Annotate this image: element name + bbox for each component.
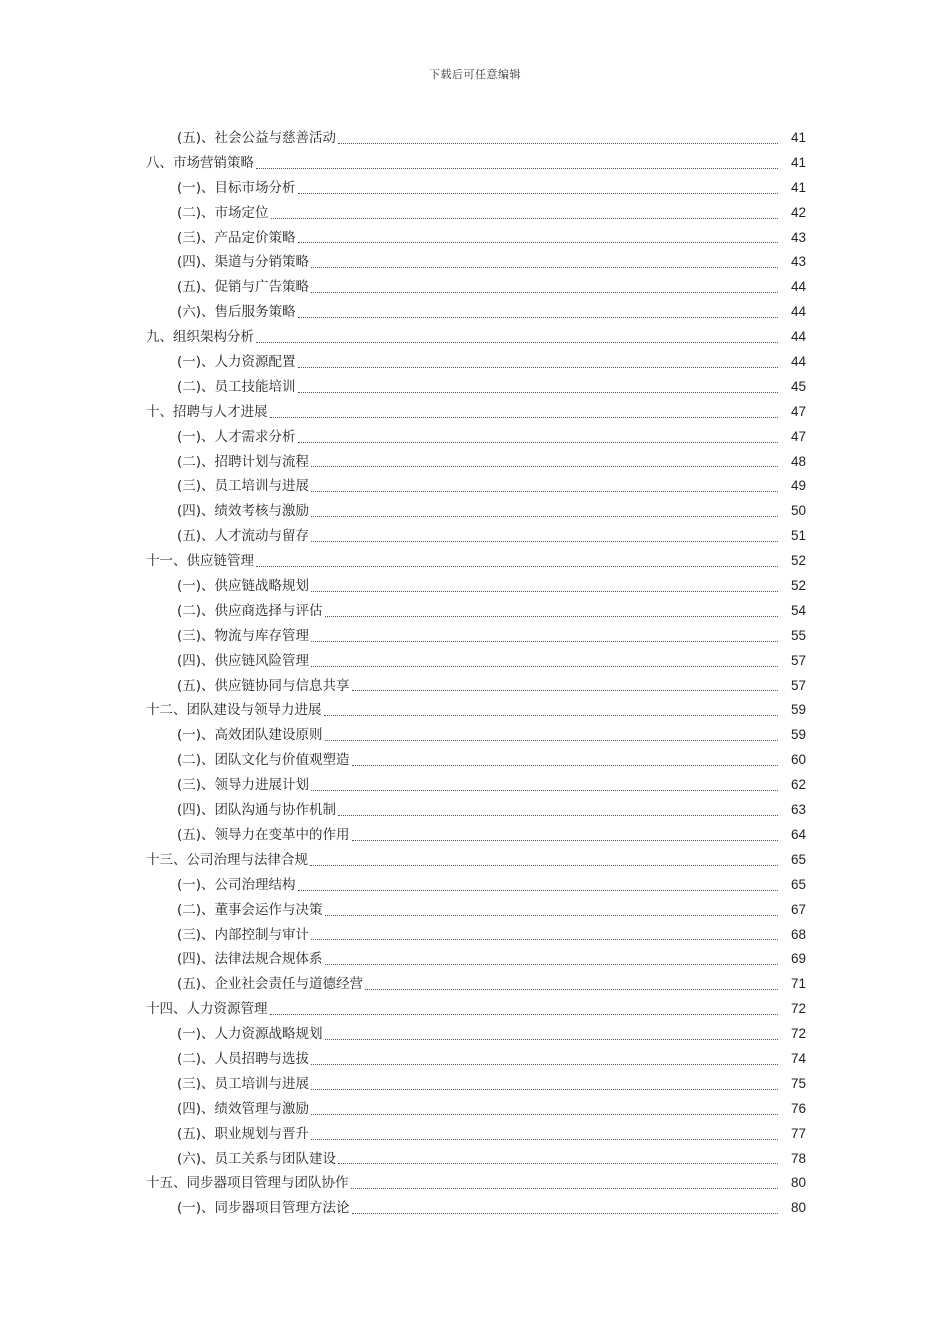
toc-entry-page-number: 64 [790,826,806,842]
toc-entry-page-number: 51 [790,528,806,544]
toc-section-entry[interactable] [0,499,950,524]
toc-entry-page-number: 52 [790,578,806,594]
toc-entry-label: (五)、企业社会责任与道德经营 [177,976,364,993]
toc-section-entry[interactable] [0,723,950,748]
toc-entry-label: (二)、市场定位 [177,204,269,221]
toc-section-entry[interactable] [0,599,950,624]
toc-dot-leader [309,773,780,798]
toc-section-entry[interactable] [0,748,950,773]
toc-entry-label: (四)、绩效考核与激励 [177,503,310,520]
toc-dot-leader [309,1047,780,1072]
toc-entry-page-number: 74 [790,1050,806,1066]
toc-entry-label: (一)、高效团队建设原则 [177,727,323,744]
toc-section-entry[interactable] [0,1097,950,1122]
toc-section-entry[interactable] [0,176,950,201]
toc-entry-page-number: 72 [790,1001,806,1017]
toc-entry-page-number: 42 [790,204,806,220]
toc-dot-leader [350,1196,780,1221]
toc-entry-page-number: 52 [790,553,806,569]
toc-chapter-entry[interactable] [0,997,950,1022]
toc-entry-label: (四)、法律法规合规体系 [177,951,323,968]
toc-dot-leader [296,300,780,325]
toc-dot-leader [350,823,780,848]
toc-section-entry[interactable] [0,773,950,798]
toc-dot-leader [309,1122,780,1147]
toc-section-entry[interactable] [0,923,950,948]
toc-entry-label: 十一、供应链管理 [146,553,254,570]
toc-entry-page-number: 80 [790,1175,806,1191]
toc-entry-page-number: 45 [790,378,806,394]
toc-entry-label: (四)、渠道与分销策略 [177,254,310,271]
toc-dot-leader [309,524,780,549]
toc-section-entry[interactable] [0,275,950,300]
toc-dot-leader [350,748,780,773]
toc-dot-leader [363,972,780,997]
toc-entry-label: (三)、领导力进展计划 [177,777,310,794]
toc-dot-leader [309,1072,780,1097]
toc-chapter-entry[interactable] [0,549,950,574]
toc-dot-leader [349,1171,781,1196]
toc-chapter-entry[interactable] [0,400,950,425]
toc-section-entry[interactable] [0,450,950,475]
toc-chapter-entry[interactable] [0,325,950,350]
toc-dot-leader [254,549,780,574]
toc-entry-page-number: 43 [790,254,806,270]
toc-section-entry[interactable] [0,524,950,549]
toc-entry-page-number: 76 [790,1100,806,1116]
toc-dot-leader [268,997,781,1022]
toc-entry-page-number: 55 [790,627,806,643]
toc-entry-page-number: 44 [790,304,806,320]
toc-section-entry[interactable] [0,574,950,599]
toc-dot-leader [296,176,780,201]
toc-entry-page-number: 77 [790,1125,806,1141]
toc-dot-leader [296,350,780,375]
toc-chapter-entry[interactable] [0,698,950,723]
toc-entry-label: (二)、供应商选择与评估 [177,602,323,619]
toc-entry-page-number: 41 [790,130,806,145]
toc-dot-leader [336,1147,780,1172]
toc-entry-page-number: 50 [790,503,806,519]
toc-dot-leader [254,151,780,176]
toc-section-entry[interactable] [0,425,950,450]
toc-section-entry[interactable] [0,1072,950,1097]
toc-entry-label: (三)、物流与库存管理 [177,627,310,644]
toc-entry-page-number: 62 [790,777,806,793]
toc-entry-label: 九、组织架构分析 [146,329,254,346]
toc-dot-leader [309,574,780,599]
toc-dot-leader [309,250,780,275]
toc-entry-page-number: 68 [790,926,806,942]
toc-entry-label: (四)、供应链风险管理 [177,652,310,669]
toc-dot-leader [309,275,780,300]
toc-entry-label: (一)、人才需求分析 [177,428,296,445]
toc-dot-leader [309,1097,780,1122]
toc-dot-leader [296,375,780,400]
toc-entry-label: (四)、团队沟通与协作机制 [177,802,337,819]
toc-section-entry[interactable] [0,474,950,499]
toc-dot-leader [309,624,780,649]
toc-entry-label: (六)、售后服务策略 [177,304,296,321]
toc-entry-page-number: 41 [790,179,806,195]
toc-section-entry[interactable] [0,1122,950,1147]
toc-dot-leader [309,474,780,499]
toc-entry-page-number: 41 [790,154,806,170]
toc-dot-leader [296,425,780,450]
toc-entry-page-number: 57 [790,652,806,668]
toc-entry-label: (一)、目标市场分析 [177,179,296,196]
toc-section-entry[interactable] [0,649,950,674]
toc-entry-page-number: 43 [790,229,806,245]
toc-entry-label: 十、招聘与人才进展 [146,403,268,420]
toc-section-entry[interactable] [0,350,950,375]
toc-entry-page-number: 71 [790,976,806,992]
toc-dot-leader [296,873,780,898]
toc-entry-label: (三)、内部控制与审计 [177,926,310,943]
toc-entry-label: 十三、公司治理与法律合规 [146,851,308,868]
toc-section-entry[interactable] [0,674,950,699]
toc-dot-leader [323,599,780,624]
page-header: 下载后可任意编辑 [429,68,521,81]
toc-section-entry[interactable] [0,624,950,649]
toc-entry-label: 十五、同步器项目管理与团队协作 [146,1175,349,1192]
toc-entry-page-number: 47 [790,428,806,444]
toc-entry-label: (三)、产品定价策略 [177,229,296,246]
toc-entry-label: (六)、员工关系与团队建设 [177,1150,337,1167]
toc-section-entry[interactable] [0,798,950,823]
toc-section-entry[interactable] [0,972,950,997]
toc-section-entry[interactable] [0,1147,950,1172]
toc-dot-leader [309,649,780,674]
toc-entry-label: (一)、公司治理结构 [177,876,296,893]
toc-entry-page-number: 49 [790,478,806,494]
toc-entry-label: (五)、职业规划与晋升 [177,1125,310,1142]
toc-entry-page-number: 59 [790,702,806,718]
toc-entry-label: (二)、团队文化与价值观塑造 [177,752,350,769]
toc-dot-leader [296,226,780,251]
toc-dot-leader [323,723,780,748]
toc-dot-leader [336,798,780,823]
toc-entry-label: (二)、董事会运作与决策 [177,901,323,918]
toc-entry-page-number: 69 [790,951,806,967]
toc-entry-page-number: 65 [790,851,806,867]
toc-section-entry[interactable] [0,823,950,848]
toc-entry-page-number: 44 [790,279,806,295]
toc-entry-page-number: 67 [790,901,806,917]
toc-section-entry[interactable] [0,126,950,151]
toc-entry-label: (四)、绩效管理与激励 [177,1100,310,1117]
toc-section-entry[interactable] [0,226,950,251]
toc-entry-label: 十四、人力资源管理 [146,1001,268,1018]
toc-entry-label: (五)、人才流动与留存 [177,528,310,545]
toc-entry-page-number: 60 [790,752,806,768]
toc-section-entry[interactable] [0,300,950,325]
toc-section-entry[interactable] [0,898,950,923]
toc-dot-leader [309,923,780,948]
toc-entry-label: (三)、员工培训与进展 [177,1075,310,1092]
toc-entry-label: (二)、招聘计划与流程 [177,453,310,470]
toc-section-entry[interactable] [0,375,950,400]
toc-dot-leader [323,947,780,972]
toc-entry-label: (一)、人力资源战略规划 [177,1026,323,1043]
toc-entry-page-number: 47 [790,403,806,419]
toc-entry-label: (五)、供应链协同与信息共享 [177,677,350,694]
toc-entry-page-number: 63 [790,802,806,818]
toc-entry-page-number: 54 [790,602,806,618]
toc-section-entry[interactable] [0,1196,950,1221]
toc-dot-leader [268,400,781,425]
toc-entry-label: (二)、人员招聘与选拔 [177,1050,310,1067]
table-of-contents [0,126,950,1221]
toc-section-entry[interactable] [0,1047,950,1072]
toc-entry-label: (三)、员工培训与进展 [177,478,310,495]
toc-entry-page-number: 78 [790,1150,806,1166]
toc-section-entry[interactable] [0,1022,950,1047]
toc-entry-page-number: 57 [790,677,806,693]
toc-dot-leader [309,450,780,475]
toc-entry-page-number: 75 [790,1075,806,1091]
toc-entry-page-number: 44 [790,329,806,345]
toc-dot-leader [309,499,780,524]
toc-entry-label: (五)、促销与广告策略 [177,279,310,296]
toc-chapter-entry[interactable] [0,848,950,873]
toc-entry-label: (一)、供应链战略规划 [177,578,310,595]
toc-entry-label: (一)、同步器项目管理方法论 [177,1200,350,1217]
toc-entry-label: 八、市场营销策略 [146,154,254,171]
toc-entry-page-number: 44 [790,354,806,370]
toc-entry-label: (一)、人力资源配置 [177,354,296,371]
toc-entry-label: (二)、员工技能培训 [177,378,296,395]
toc-section-entry[interactable] [0,947,950,972]
toc-chapter-entry[interactable] [0,151,950,176]
toc-dot-leader [254,325,780,350]
toc-section-entry[interactable] [0,873,950,898]
toc-chapter-entry[interactable] [0,1171,950,1196]
toc-dot-leader [322,698,781,723]
toc-dot-leader [269,201,780,226]
toc-entry-page-number: 72 [790,1026,806,1042]
toc-dot-leader [350,674,780,699]
toc-entry-label: (五)、社会公益与慈善活动 [177,130,337,146]
toc-entry-page-number: 48 [790,453,806,469]
toc-dot-leader [308,848,780,873]
toc-entry-page-number: 80 [790,1200,806,1216]
toc-dot-leader [323,898,780,923]
toc-dot-leader [336,126,780,151]
toc-entry-label: 十二、团队建设与领导力进展 [146,702,322,719]
toc-entry-page-number: 65 [790,876,806,892]
toc-section-entry[interactable] [0,201,950,226]
toc-entry-label: (五)、领导力在变革中的作用 [177,826,350,843]
toc-entry-page-number: 59 [790,727,806,743]
toc-dot-leader [323,1022,780,1047]
toc-section-entry[interactable] [0,250,950,275]
